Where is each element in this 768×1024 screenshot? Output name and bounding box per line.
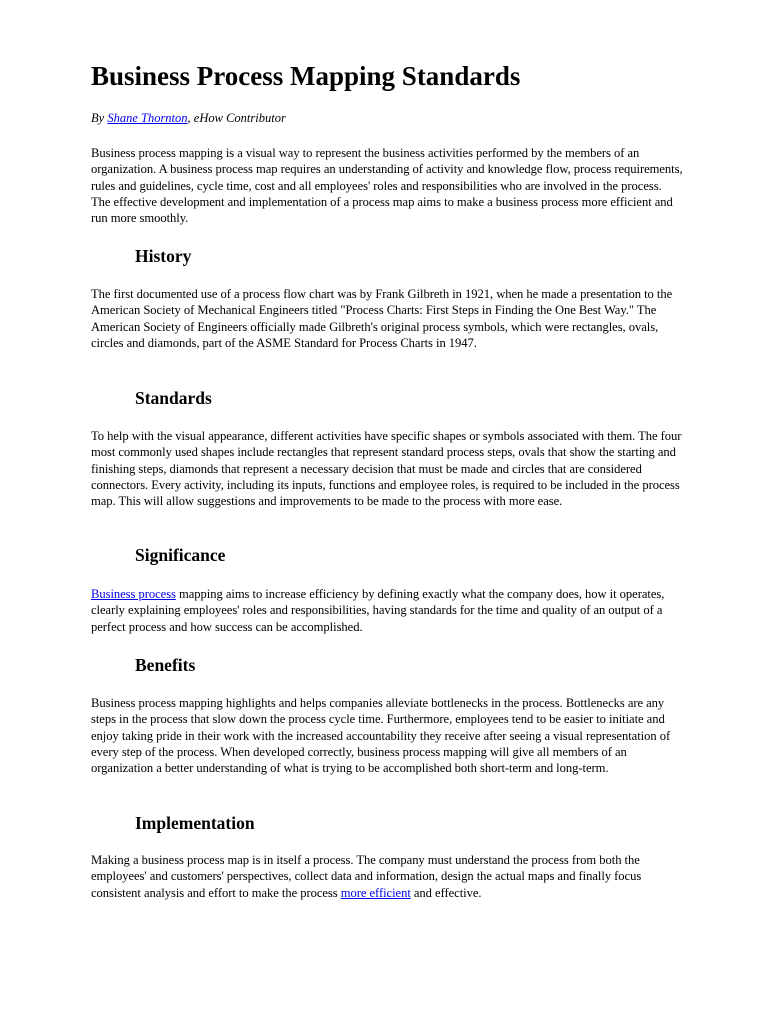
- heading-standards: Standards: [135, 388, 212, 408]
- heading-significance: Significance: [135, 545, 226, 565]
- benefits-paragraph: Business process mapping highlights and helps companies alleviate bottlenecks in the process. Bottlenecks are any steps in the process that slow down the process cycle time. Furthermore, employees tend to be easier to initiate and enjoy taking pride in their work with the increased accountability they receive after seeing a visual representation of every step of the process. When developed correctly, business process mapping will give all members of an organization a better understanding of what is trying to be accomplished both short-term and long-term.: [91, 696, 671, 776]
- byline: [91, 110, 286, 126]
- article-title: Business Process Mapping Standards: [91, 61, 521, 91]
- heading-benefits: Benefits: [135, 655, 196, 675]
- author-link[interactable]: Shane Thornton: [107, 111, 188, 125]
- significance-paragraph: [91, 586, 683, 635]
- business-process-link[interactable]: Business process: [91, 587, 176, 601]
- implementation-text-end: and effective.: [410, 885, 482, 900]
- heading-history: History: [135, 246, 192, 266]
- implementation-text: Making a business process map is in itself a process. The company must understand the process from both the employees' and customers' perspectives, collect data and information, design the actual maps and finally focus consistent analysis and effort to make the process: [91, 853, 642, 900]
- intro-paragraph: Business process mapping is a visual way to represent the business activities performed by the members of an organization. A business process map requires an understanding of activity and knowledge flow, process requirements, rules and guidelines, cycle time, cost and all employees' roles and responsibilities who are involved in the process. The effective development and implementation of a process map aims to make a business process more efficient and run more smoothly.: [91, 146, 683, 226]
- implementation-paragraph: [91, 852, 683, 901]
- standards-paragraph: To help with the visual appearance, different activities have specific shapes or symbols associated with them. The four most commonly used shapes include rectangles that represent standard process steps, ovals that show the starting and finishing steps, diamonds that represent a necessary decision that must be made and circles that are considered connectors. Every activity, including its inputs, functions and employee roles, is required to be included in the process map. This will allow suggestions and improvements to be made to the process with more ease.: [91, 429, 682, 509]
- more-efficient-link[interactable]: more efficient: [340, 885, 411, 900]
- heading-implementation: Implementation: [135, 813, 255, 833]
- byline-prefix: By: [91, 111, 108, 125]
- significance-text: mapping aims to increase efficiency by defining exactly what the company does, how it operates, clearly explaining employees' roles and responsibilities, having standards for the time and quality of an output of a perfect process and how success can be accomplished.: [91, 587, 665, 634]
- history-paragraph: The first documented use of a process flow chart was by Frank Gilbreth in 1921, when he made a presentation to the American Society of Mechanical Engineers titled "Process Charts: First Steps in Finding the One Best Way." The American Society of Engineers officially made Gilbreth's original process symbols, which were rectangles, ovals, circles and diamonds, part of the ASME Standard for Process Charts in 1947.: [91, 287, 673, 350]
- byline-suffix: , eHow Contributor: [187, 111, 286, 125]
